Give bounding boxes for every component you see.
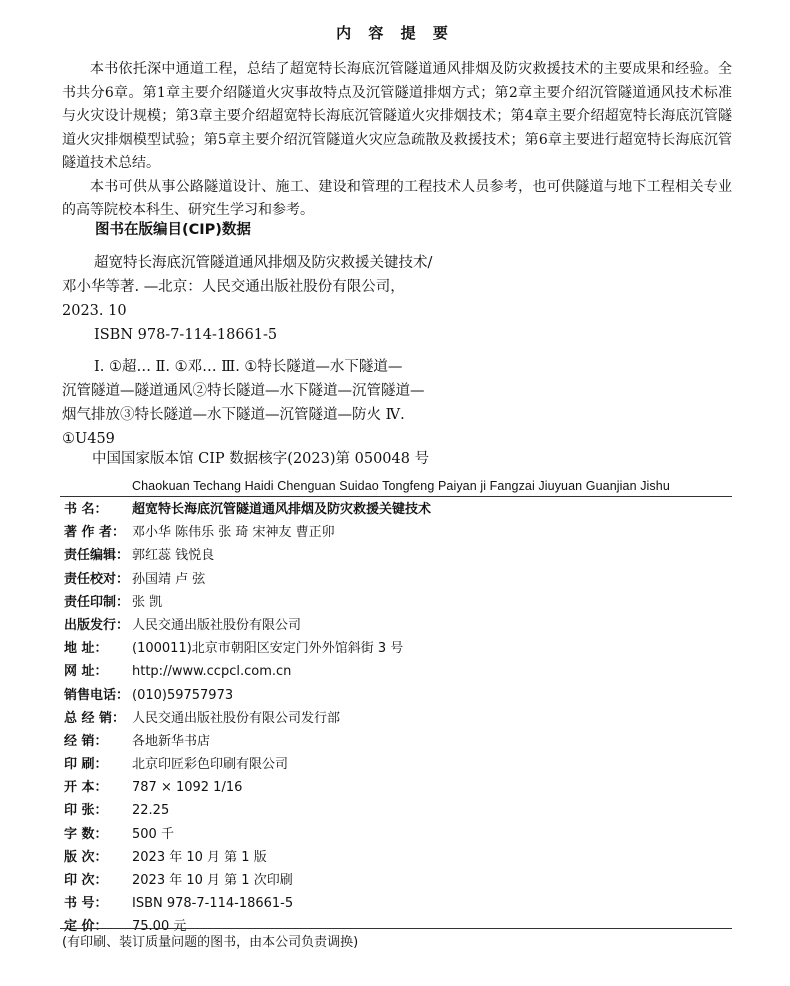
cip-line: ISBN 978-7-114-18661-5 (94, 327, 278, 343)
colophon-row (64, 753, 732, 776)
colophon-row (64, 799, 732, 822)
colophon-value: http://www.ccpcl.com.cn (132, 664, 292, 680)
colophon-label: 印 次： (64, 873, 108, 888)
cip-number: 中国国家版本馆 CIP 数据核字(2023)第 050048 号 (92, 451, 430, 467)
colophon-label: 责任编辑： (64, 548, 130, 564)
colophon-value: 孙国靖 卢 弦 (132, 571, 206, 587)
colophon-label: 经 销： (64, 733, 108, 749)
colophon-value: 张 凯 (132, 594, 163, 610)
colophon-value: 人民交通出版社股份有限公司 (132, 617, 302, 633)
colophon-label: 著 作 者： (64, 525, 126, 541)
colophon-row (64, 684, 732, 707)
cip-classification-line: ①U459 (62, 431, 115, 447)
colophon-label: 版 次： (64, 849, 108, 865)
colophon-value: 500 千 (132, 826, 174, 842)
abstract-paragraph: 本书依托深中通道工程，总结了超宽特长海底沉管隧道通风排烟及防灾救援技术的主要成果和经验。全书共分6章。第1章主要介绍隧道火灾事故特点及沉管隧道排烟方式；第2章主要介绍沉管隧道通风技术标准与火灾设计规模；第3章主要介绍超宽特长海底沉管隧道火灾排烟技术；第4章主要介绍超宽特长海底沉管隧道火灾排烟模型试验；第5章主要介绍沉管隧道火灾应急疏散及救援技术；第6章主要进行超宽特长海底沉管隧道技术总结。 (62, 61, 732, 171)
colophon-row (64, 521, 732, 544)
colophon-label: 销售电话： (64, 687, 130, 703)
colophon-value: 邓小华 陈伟乐 张 琦 宋神友 曹正卯 (132, 525, 335, 541)
cip-classification-line: 烟气排放③特长隧道—水下隧道—沉管隧道—防火 Ⅳ. (62, 407, 405, 423)
cip-record (62, 251, 432, 451)
colophon-value: 787 × 1092 1/16 (132, 780, 243, 796)
colophon-row (64, 614, 732, 637)
colophon-row (64, 823, 732, 846)
cip-classification-line: 沉管隧道—隧道通风②特长隧道—水下隧道—沉管隧道— (62, 383, 425, 399)
colophon-row (64, 707, 732, 730)
colophon-row (64, 498, 732, 521)
colophon-value: (100011)北京市朝阳区安定门外外馆斜街 3 号 (132, 641, 404, 657)
abstract-paragraph: 本书可供从事公路隧道设计、施工、建设和管理的工程技术人员参考，也可供隧道与地下工程相关专业的高等院校本科生、研究生学习和参考。 (62, 178, 732, 218)
colophon-row (64, 846, 732, 869)
colophon-value: ISBN 978-7-114-18661-5 (132, 896, 294, 912)
colophon-label: 出版发行： (64, 617, 130, 633)
divider (60, 496, 732, 497)
colophon-value: 郭红蕊 钱悦良 (132, 548, 215, 564)
colophon-label: 地 址： (64, 641, 108, 657)
colophon-value: 超宽特长海底沉管隧道通风排烟及防灾救援关键技术 (132, 502, 432, 517)
cip-heading: 图书在版编目(CIP)数据 (95, 222, 251, 238)
colophon-value: 北京印匠彩色印刷有限公司 (132, 757, 289, 773)
colophon-label: 开 本： (64, 780, 108, 796)
colophon-row (64, 637, 732, 660)
colophon-label: 字 数： (64, 826, 108, 842)
page-title: 内 容 提 要 (336, 24, 454, 42)
colophon-value: 22.25 (132, 803, 170, 819)
abstract (62, 58, 732, 223)
colophon-row (64, 730, 732, 753)
colophon-row (64, 568, 732, 591)
colophon-value: 各地新华书店 (132, 733, 211, 749)
divider (60, 928, 732, 929)
footer-note: (有印刷、装订质量问题的图书，由本公司负责调换) (62, 935, 359, 950)
cip-classification-line: Ⅰ. ①超… Ⅱ. ①邓… Ⅲ. ①特长隧道—水下隧道— (94, 359, 403, 375)
colophon-label: 责任印制： (64, 594, 130, 610)
colophon-label: 书 名： (64, 502, 108, 517)
colophon-label: 责任校对： (64, 571, 130, 587)
colophon-label: 书 号： (64, 896, 108, 912)
colophon-label: 印 张： (64, 803, 108, 819)
cip-line: 邓小华等著. —北京：人民交通出版社股份有限公司， (62, 279, 405, 295)
colophon-value: (010)59757973 (132, 687, 234, 703)
colophon-row (64, 892, 732, 915)
colophon-label: 网 址： (64, 664, 108, 680)
colophon-label: 定 价： (64, 919, 108, 935)
colophon-row (64, 660, 732, 683)
cip-line: 超宽特长海底沉管隧道通风排烟及防灾救援关键技术/ (94, 255, 433, 271)
colophon-label: 印 刷： (64, 757, 108, 773)
colophon-value: 人民交通出版社股份有限公司发行部 (132, 710, 341, 726)
pinyin-title: Chaokuan Techang Haidi Chenguan Suidao Tongfeng Paiyan ji Fangzai Jiuyuan Guanjian Jishu (132, 479, 670, 493)
colophon-value: 2023 年 10 月 第 1 次印刷 (132, 873, 293, 888)
colophon-value: 75.00 元 (132, 919, 187, 935)
colophon (64, 498, 732, 939)
colophon-row (64, 776, 732, 799)
cip-line: 2023. 10 (62, 303, 127, 319)
colophon-value: 2023 年 10 月 第 1 版 (132, 849, 267, 865)
colophon-row (64, 869, 732, 892)
colophon-label: 总 经 销： (64, 710, 126, 726)
colophon-row (64, 544, 732, 567)
colophon-row (64, 591, 732, 614)
